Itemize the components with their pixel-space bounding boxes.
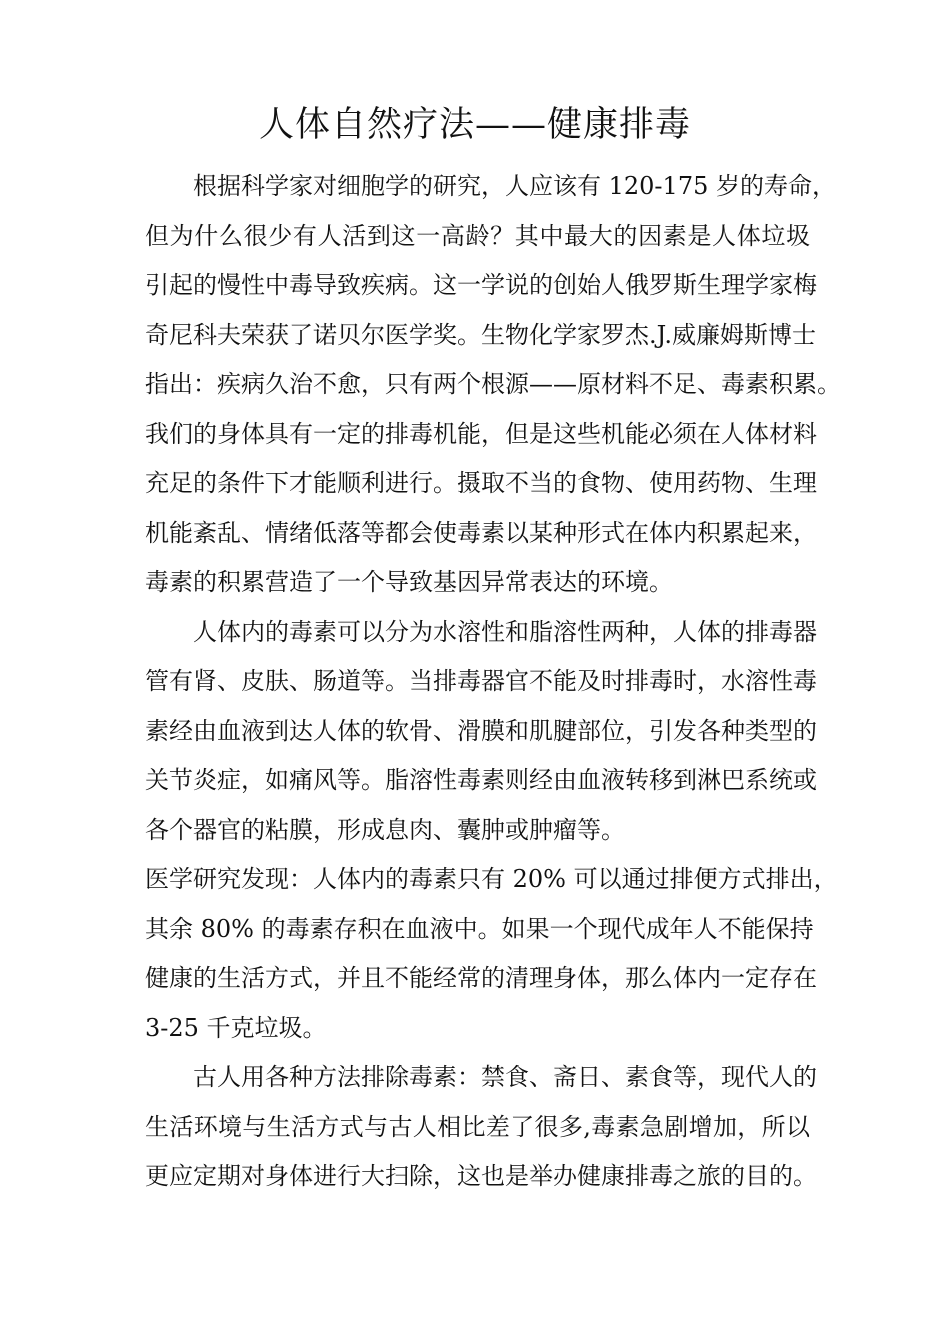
paragraph-3-line-2: 其余 80% 的毒素存积在血液中。如果一个现代成年人不能保持 <box>145 914 814 943</box>
paragraph-2-line-1: 人体内的毒素可以分为水溶性和脂溶性两种，人体的排毒器 <box>193 617 817 646</box>
paragraph-3-line-3: 健康的生活方式，并且不能经常的清理身体，那么体内一定存在 <box>145 964 817 992</box>
paragraph-1-line-9: 毒素的积累营造了一个导致基因异常表达的环境。 <box>145 568 673 596</box>
paragraph-1-line-7: 充足的条件下才能顺利进行。摄取不当的食物、使用药物、生理 <box>145 469 817 497</box>
paragraph-1-line-8: 机能紊乱、情绪低落等都会使毒素以某种形式在体内积累起来， <box>145 518 817 547</box>
paragraph-1-line-2: 但为什么很少有人活到这一高龄？其中最大的因素是人体垃圾 <box>145 221 810 250</box>
paragraph-1-line-1: 根据科学家对细胞学的研究，人应该有 120-175 岁的寿命， <box>193 172 836 200</box>
paragraph-2-line-2: 管有肾、皮肤、肠道等。当排毒器官不能及时排毒时，水溶性毒 <box>145 667 817 695</box>
paragraph-1-line-6: 我们的身体具有一定的排毒机能，但是这些机能必须在人体材料 <box>145 419 817 448</box>
paragraph-4-line-3: 更应定期对身体进行大扫除，这也是举办健康排毒之旅的目的。 <box>145 1162 817 1190</box>
document-body <box>145 162 841 1202</box>
paragraph-1-line-3: 引起的慢性中毒导致疾病。这一学说的创始人俄罗斯生理学家梅 <box>145 271 817 299</box>
paragraph-2-line-5: 各个器官的粘膜，形成息肉、囊肿或肿瘤等。 <box>145 815 625 844</box>
paragraph-2-line-3: 素经由血液到达人体的软骨、滑膜和肌腱部位，引发各种类型的 <box>145 716 817 745</box>
paragraph-2-line-4: 关节炎症，如痛风等。脂溶性毒素则经由血液转移到淋巴系统或 <box>145 766 817 794</box>
paragraph-4-line-1: 古人用各种方法排除毒素：禁食、斋日、素食等，现代人的 <box>193 1063 817 1091</box>
paragraph-1-line-5: 指出：疾病久治不愈，只有两个根源——原材料不足、毒素积累。 <box>145 370 841 398</box>
document-title: 人体自然疗法——健康排毒 <box>258 105 691 145</box>
paragraph-3-line-1: 医学研究发现：人体内的毒素只有 20% 可以通过排便方式排出， <box>145 865 838 893</box>
paragraph-3-line-4: 3-25 千克垃圾。 <box>145 1013 327 1042</box>
paragraph-4-line-2: 生活环境与生活方式与古人相比差了很多,毒素急剧增加，所以 <box>145 1112 810 1141</box>
paragraph-1-line-4: 奇尼科夫荣获了诺贝尔医学奖。生物化学家罗杰.J.威廉姆斯博士 <box>145 320 817 349</box>
